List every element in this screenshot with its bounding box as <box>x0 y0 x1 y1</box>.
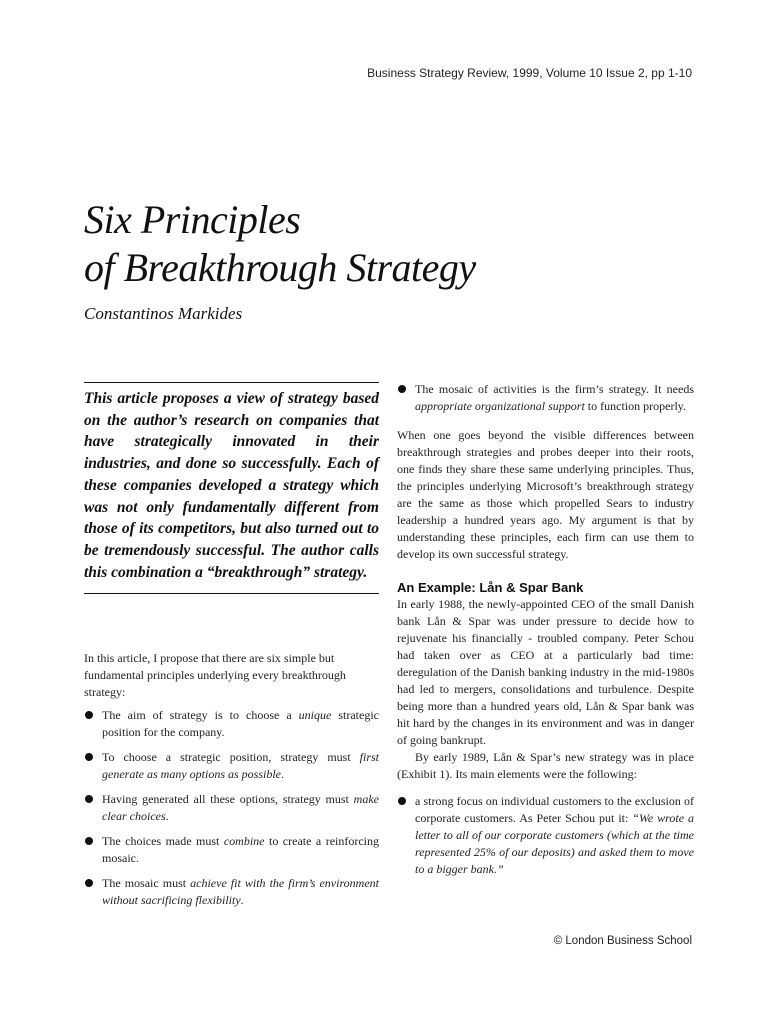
principle-emphasis: achieve fit with the firm’s environment without sacrificing flexibility <box>102 876 379 907</box>
principle-text: The mosaic must <box>102 876 191 890</box>
principle-item <box>84 707 379 741</box>
intro-paragraph: In this article, I propose that there are six simple but fundamental principles underlying every breakthrough strategy: <box>84 651 346 699</box>
strategy-elements-list <box>397 793 694 878</box>
element-text: a strong focus on individual customers to the exclusion of corporate customers. As Peter Schou put it: <box>415 794 694 825</box>
principle-emphasis: combine <box>223 834 265 848</box>
abstract-text: This article proposes a view of strategy based on the author’s research on companies that have strategically innovated in their industries, and done so successfully. Each of these companies developed a strategy which was not only fundamentally different from those of its competitors, but also turned out to be tremendously successful. The author calls this combination a “breakthrough” strategy. <box>84 390 379 581</box>
principle-emphasis: appropriate organizational support <box>415 399 585 413</box>
principle-text: The aim of strategy is to choose a <box>102 708 299 722</box>
principle-item <box>84 875 379 909</box>
principle-text: . <box>281 767 284 781</box>
principle-item <box>397 381 694 415</box>
body-paragraph: By early 1989, Lån & Spar’s new strategy was in place (Exhibit 1). Its main elements were the following: <box>397 750 694 781</box>
bullet-icon <box>398 385 406 393</box>
article-title <box>84 196 644 292</box>
body-paragraph: In early 1988, the newly-appointed CEO of the small Danish bank Lån & Spar was under pressure to decide how to rejuvenate his financially - troubled company. Peter Schou had taken over as CEO at a particularly bad time: deregulation of the Danish banking industry in the mid-1980s had led to mergers, consolidations and turbulence. Despite being more than a hundred years old, Lån & Spar bank was hit hard by the changes in its environment and was in danger of going bankrupt. <box>397 597 694 747</box>
bullet-icon <box>85 879 93 887</box>
bullet-icon <box>398 797 406 805</box>
principle-text: . <box>240 893 244 907</box>
principle-text: to create a reinforcing mosaic. <box>102 834 380 865</box>
abstract-box <box>84 382 379 594</box>
title-line-1: Six Principles <box>84 197 301 242</box>
right-column <box>397 381 694 886</box>
principle-emphasis: make clear choices <box>102 792 379 823</box>
bullet-icon <box>85 711 93 719</box>
principle-text: The choices made must <box>102 834 224 848</box>
principle-text: Having generated all these options, strategy must <box>102 792 354 806</box>
principle-text: to function properly. <box>584 399 686 413</box>
strategy-element-item <box>397 793 694 878</box>
left-column <box>84 650 379 917</box>
section-heading: An Example: Lån & Spar Bank <box>397 580 584 595</box>
body-paragraph: When one goes beyond the visible differences between breakthrough strategies and probes deeper into their roots, one finds they share these same underlying principles. Thus, the principles underlying Microsoft’s breakthrough strategy are the same as those which propelled Sears to industry leadership a hundred years ago. My argument is that by understanding these principles, each firm can use them to develop its own successful strategy. <box>397 428 694 561</box>
principle-text: To choose a strategic position, strategy must <box>102 750 360 764</box>
copyright-footer: © London Business School <box>553 935 692 947</box>
principle-text: . <box>165 809 169 823</box>
journal-citation: Business Strategy Review, 1999, Volume 10 Issue 2, pp 1-10 <box>367 66 692 80</box>
principle-emphasis: first generate as many options as possible <box>102 750 379 781</box>
principle-item <box>84 749 379 783</box>
principle-emphasis: unique <box>298 708 332 722</box>
quote-text: “We wrote a letter to all of our corporate customers (which at the time represented 25% of our deposits) and asked them to move to a bigger bank.” <box>415 811 694 876</box>
principles-list-continued <box>397 381 694 415</box>
principles-list <box>84 707 379 909</box>
author-name: Constantinos Markides <box>84 304 243 323</box>
principle-text: The mosaic of activities is the firm’s strategy. It needs <box>415 382 694 396</box>
bullet-icon <box>85 753 93 761</box>
principle-text: strategic position for the company. <box>102 708 379 739</box>
principle-item <box>84 791 379 825</box>
title-line-2: of Breakthrough Strategy <box>84 245 476 290</box>
bullet-icon <box>85 795 93 803</box>
bullet-icon <box>85 837 93 845</box>
principle-item <box>84 833 379 867</box>
